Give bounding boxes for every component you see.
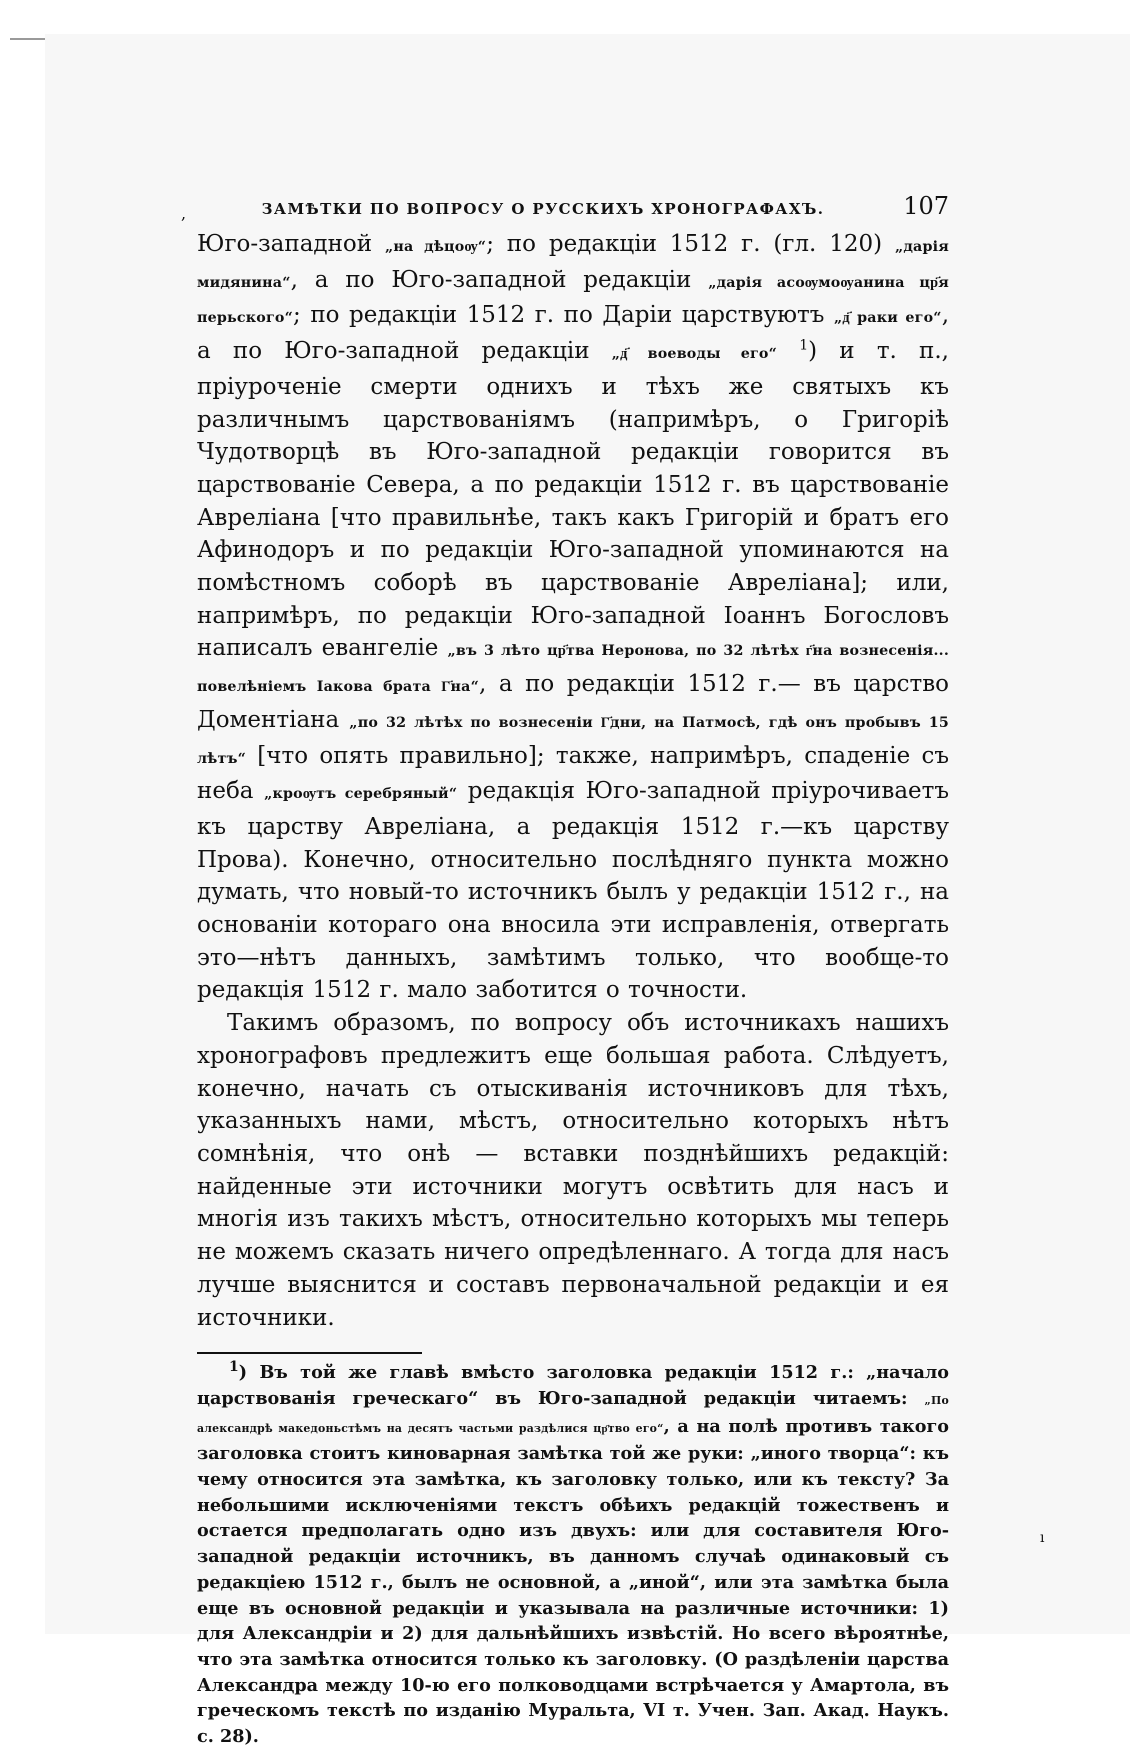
footnote-text-run: , а на полѣ противъ такого заголовка стоитъ киноварная замѣтка той же руки: „иного творца“: къ чему относится эта замѣтка, къ заголовку только, или къ тексту? За небольшими исключеніями текстъ обѣихъ редакцій тожественъ и остается предполагать одно изъ двухъ: или для составителя Юго-западной редакціи источникъ, въ данномъ случаѣ одинаковый съ редакціею 1512 г., былъ не основной, а „иной“, или эта замѣтка была еще въ основной редакціи и указывала на различные источники: 1) для Александріи и 2) для дальнѣйшихъ извѣстій. Но всего вѣроятнѣе, что эта замѣтка относится только къ заголовку. (О раздѣленіи царства Александра между 10-ю его полководцами встрѣчается у Амартола, въ греческомъ текстѣ по изданію Муральта, VI т. Учен. Зап. Акад. Наукъ. с. 28). [197,1415,950,1748]
slavonic-quote: „дарія мидянина“ [197,239,949,291]
scan-speck: ı [1040,1530,1045,1546]
text-run: Юго-западной [197,231,385,257]
footnote-marker: 1 [229,1359,239,1376]
text-run: редакція Юго-западной пріурочиваетъ къ царству Авреліана, а редакція 1512 г.—къ царству Прова). Конечно, относительно послѣдняго пункта можно думать, что новый-то источникъ былъ у редакціи 1512 г., на основаніи котораго она вносила эти исправленія, отвергать это—нѣтъ данныхъ, замѣтимъ только, что вообще-то редакція 1512 г. мало заботится о точности. [197,778,949,1004]
slavonic-quote: „по 32 лѣтѣх по вознесеніи Г҃дни, на Патмосѣ, гдѣ онъ пробывъ 15 лѣтъ“ [197,714,949,767]
text-run: [что опять правильно]; также, напримѣръ, спаденіе съ неба [197,742,949,805]
head-tick-mark: , [181,204,187,223]
paragraph-1 [197,228,949,1007]
text-run: ) и т. п., пріуроченіе смерти однихъ и тѣхъ же святыхъ къ различнымъ царствованіямъ (напримѣръ, о Григоріѣ Чудотворцѣ въ Юго-западной редакціи говорится въ царствованіе Севера, а по редакціи 1512 г. въ царствованіе Авреліана [что правильнѣе, такъ какъ Григорій и братъ его Афинодоръ и по редакціи Юго-западной упоминаются на помѣстномъ соборѣ въ царствованіе Авреліана]; или, напримѣръ, по редакціи Юго-западной Іоаннъ Богословъ написалъ евангеліе [197,338,949,662]
footnote-1 [197,1360,949,1750]
footnote-text-run: ) Въ той же главѣ вмѣсто заголовка редакціи 1512 г.: „начало царствованія греческаго“ въ Юго-западной редакціи читаемъ: [197,1362,949,1409]
footnote-divider [197,1352,422,1354]
slavonic-quote: „По александрѣ македоньстѣмъ на десятъ частьми раздѣлися цр҃тво его“ [197,1393,949,1435]
main-text [197,228,949,1334]
page-number: 107 [903,192,949,220]
slavonic-quote: „дарія асоѹмоѹанина цр҃я перьского“ [197,274,949,327]
footnote-reference[interactable]: 1 [799,337,809,354]
text-run: ; по редакціи 1512 г. (гл. 120) [486,231,895,257]
slavonic-quote: „въ 3 лѣто цр҃тва Неронова, по 32 лѣтѣх г҃на вознесенія... повелѣніемъ Іакова брата Г҃на“ [197,643,949,696]
slavonic-quote: „на дѣцоѹ“ [384,239,487,255]
paragraph-2: Такимъ образомъ, по вопросу объ источникахъ нашихъ хронографовъ предлежитъ еще большая работа. Слѣдуетъ, конечно, начать съ отыскиванія источниковъ для тѣхъ, указанныхъ нами, мѣстъ, относительно которыхъ нѣтъ сомнѣнія, что онѣ — вставки позднѣйшихъ редакцій: найденные эти источники могутъ освѣтить для насъ и многія изъ такихъ мѣстъ, относительно которыхъ мы теперь не можемъ сказать ничего опредѣленнаго. А тогда для насъ лучше выяснится и составъ первоначальной редакціи и ея источники. [197,1010,949,1331]
slavonic-quote: „д҃ раки его“ [833,310,942,327]
text-run: ; по редакціи 1512 г. по Даріи царствуютъ [293,302,834,329]
text-run: , а по Юго-западной редакціи [290,266,709,293]
book-page [181,188,950,1750]
text-run: , а по Юго-западной редакціи [197,302,949,365]
slavonic-quote: „кроѹтъ серебряный“ [264,786,458,803]
running-head-title: ЗАМѢТКИ ПО ВОПРОСУ О РУССКИХЪ ХРОНОГРАФАХЪ. [261,200,825,218]
text-run: , а по редакціи 1512 г.— въ царство Доментіана [197,671,949,733]
slavonic-quote: „д҃ воеводы его“ [611,346,778,363]
running-head [181,188,949,228]
